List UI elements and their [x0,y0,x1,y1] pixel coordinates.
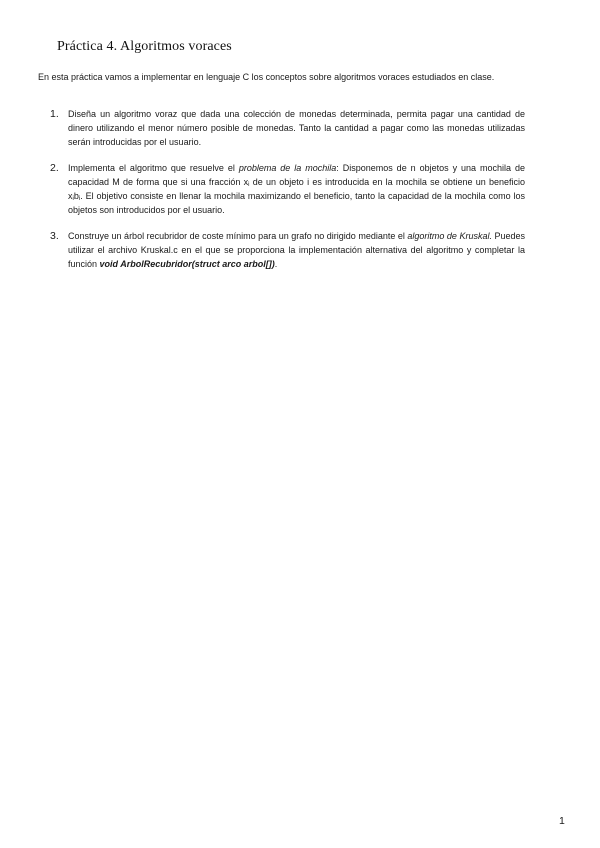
list-item-1 [38,107,525,149]
text-run: Construye un árbol recubridor de coste mínimo para un grafo no dirigido mediante el [68,231,408,241]
list-item-number: 2. [50,162,59,174]
text-run: . El objetivo consiste en llenar la mochila maximizando el beneficio, tanto la capacidad de la mochila como los objetos son introducidos por el usuario. [68,191,525,215]
text-run: : Disponemos de n objetos y una mochila de capacidad M de forma que si una fracción x [68,163,525,187]
list-item-text [68,163,525,215]
subscript: i [72,196,74,202]
italic-term: problema de la mochila [238,163,337,173]
text-run: Implementa el algoritmo que resuelve el [68,163,239,173]
text-run: . [274,259,278,269]
subscript: i [248,182,250,188]
exercise-list [38,107,525,271]
intro-paragraph: En esta práctica vamos a implementar en lenguaje C los conceptos sobre algoritmos voraces estudiados en clase. [38,72,495,82]
italic-term: algoritmo de Kruskal. [407,231,492,241]
list-item-text: Diseña un algoritmo voraz que dada una colección de monedas determinada, permita pagar una cantidad de dinero utilizando el menor número posible de monedas. Tanto la cantidad a pagar como las monedas utilizadas serán introducidas por el usuario. [68,109,525,147]
list-item-2 [38,161,525,217]
subscript: i [78,196,81,202]
text-run: de un objeto i es introducida en la mochila se obtiene un beneficio x [68,177,526,201]
text-run: Puedes utilizar el archivo Kruskal.c en el que se proporciona la implementación alternativa del algoritmo y completar la función [68,231,526,269]
list-item-number: 1. [50,108,59,120]
list-item-number: 3. [50,230,59,242]
page-title: Práctica 4. Algoritmos voraces [57,39,232,54]
function-signature: void ArbolRecubridor(struct arco arbol[]) [99,259,275,269]
list-item-3 [38,229,525,271]
page-number: 1 [559,815,565,827]
list-item-text [68,231,525,269]
text-run: b [73,191,79,201]
